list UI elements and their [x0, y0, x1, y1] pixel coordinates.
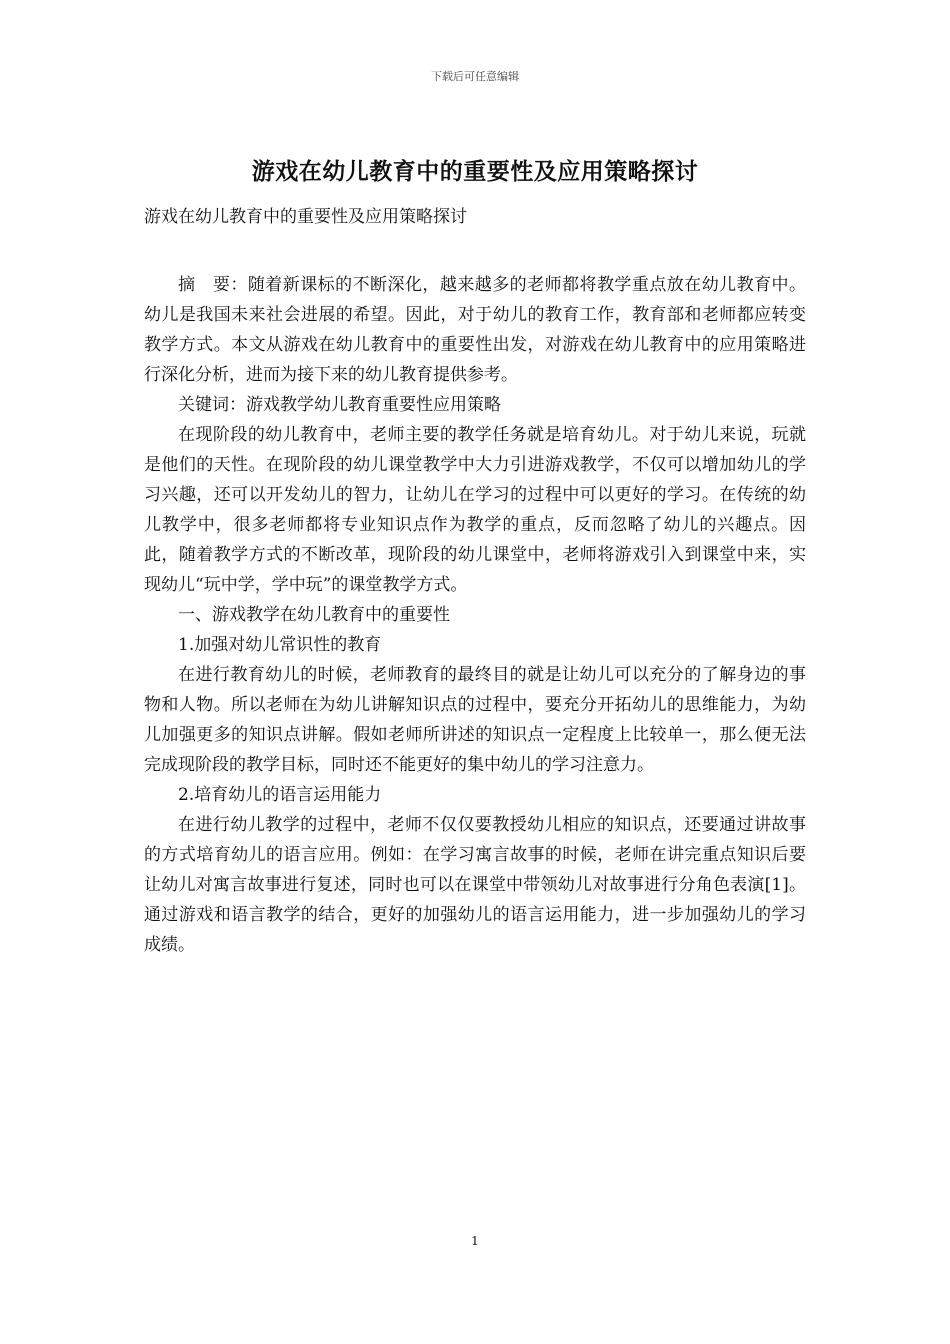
keywords-paragraph: 关键词：游戏教学幼儿教育重要性应用策略 [178, 395, 501, 415]
document-title: 游戏在幼儿教育中的重要性及应用策略探讨 [251, 158, 699, 185]
body-paragraph: 在进行教育幼儿的时候，老师教育的最终目的就是让幼儿可以充分的了解身边的事物和人物。所以老师在为幼儿讲解知识点的过程中，要充分开拓幼儿的思维能力，为幼儿加强更多的知识点讲解。假如老师所讲述的知识点一定程度上比较单一，那么便无法完成现阶段的教学目标，同时还不能更好的集中幼儿的学习注意力。 [144, 665, 806, 775]
body-paragraph: 在进行幼儿教学的过程中，老师不仅仅要教授幼儿相应的知识点，还要通过讲故事的方式培育幼儿的语言应用。例如：在学习寓言故事的时候，老师在讲完重点知识后要让幼儿对寓言故事进行复述，同时也可以在课堂中带领幼儿对故事进行分角色表演[1]。通过游戏和语言教学的结合，更好的加强幼儿的语言运用能力，进一步加强幼儿的学习成绩。 [144, 815, 806, 955]
section-heading: 一、游戏教学在幼儿教育中的重要性 [178, 605, 450, 625]
header-note: 下载后可任意编辑 [431, 70, 519, 83]
document-body [144, 270, 806, 960]
page-number: 1 [471, 1234, 479, 1248]
subsection-heading: 1.加强对幼儿常识性的教育 [178, 635, 382, 655]
intro-paragraph: 在现阶段的幼儿教育中，老师主要的教学任务就是培育幼儿。对于幼儿来说，玩就是他们的天性。在现阶段的幼儿课堂教学中大力引进游戏教学，不仅可以增加幼儿的学习兴趣，还可以开发幼儿的智力，让幼儿在学习的过程中可以更好的学习。在传统的幼儿教学中，很多老师都将专业知识点作为教学的重点，反而忽略了幼儿的兴趣点。因此，随着教学方式的不断改革，现阶段的幼儿课堂中，老师将游戏引入到课堂中来，实现幼儿“玩中学，学中玩”的课堂教学方式。 [144, 425, 806, 595]
subsection-heading: 2.培育幼儿的语言运用能力 [178, 785, 382, 805]
document-subtitle: 游戏在幼儿教育中的重要性及应用策略探讨 [144, 207, 467, 227]
abstract-paragraph: 摘 要：随着新课标的不断深化，越来越多的老师都将教学重点放在幼儿教育中。幼儿是我国未来社会进展的希望。因此，对于幼儿的教育工作，教育部和老师都应转变教学方式。本文从游戏在幼儿教育中的重要性出发，对游戏在幼儿教育中的应用策略进行深化分析，进而为接下来的幼儿教育提供参考。 [144, 275, 806, 385]
